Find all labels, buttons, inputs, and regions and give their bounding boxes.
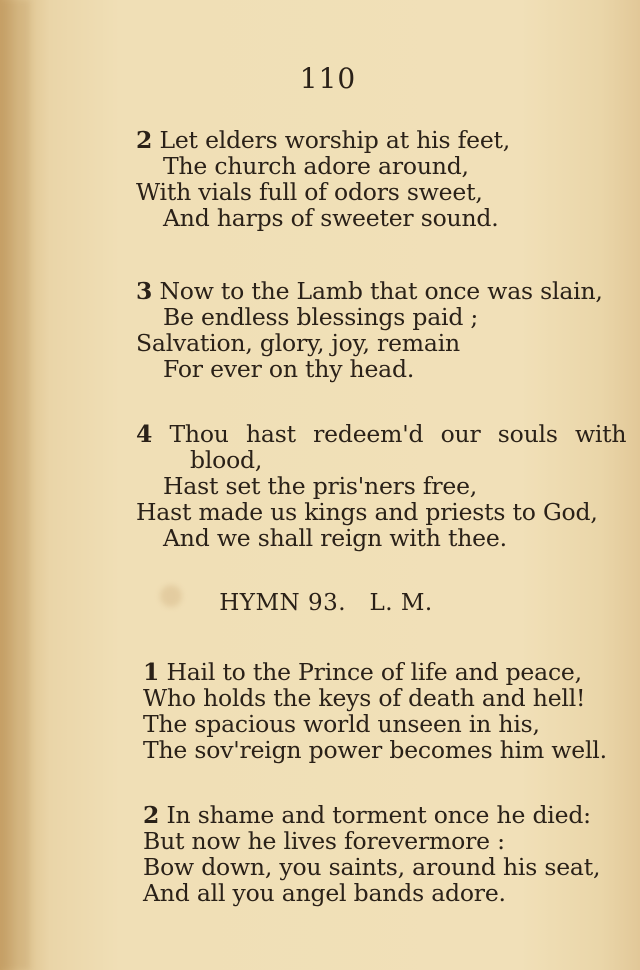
- verse-line: Let elders worship at his feet,: [159, 126, 511, 154]
- verse-line: Hail to the Prince of life and peace,: [166, 658, 582, 686]
- verse-line: Thou hast redeem'd our souls with: [169, 420, 627, 448]
- verse-number: 2: [143, 801, 160, 829]
- verse-line: And all you angel bands adore.: [143, 879, 506, 907]
- verse-line: For ever on thy head.: [163, 355, 415, 383]
- verse-line: And harps of sweeter sound.: [163, 204, 499, 232]
- verse-line: The church adore around,: [163, 152, 469, 180]
- verse-number: 2: [136, 126, 153, 154]
- verse-line: Now to the Lamb that once was slain,: [159, 277, 603, 305]
- verse-line: Who holds the keys of death and hell!: [143, 684, 586, 712]
- verse-line: Be endless blessings paid ;: [163, 303, 479, 331]
- verse-line: Hast made us kings and priests to God,: [136, 498, 598, 526]
- verse-line: The spacious world unseen in his,: [143, 710, 540, 738]
- verse-number: 4: [136, 420, 153, 448]
- verse-line: But now he lives forevermore :: [143, 827, 505, 855]
- verse-number: 1: [143, 658, 160, 686]
- page-number: 110: [299, 62, 357, 95]
- hymn-heading: [6, 590, 640, 616]
- verse-line: And we shall reign with thee.: [163, 524, 507, 552]
- verse-line: In shame and torment once he died:: [166, 801, 591, 829]
- verse-line: blood,: [190, 446, 263, 474]
- verse-line: Salvation, glory, joy, remain: [136, 329, 460, 357]
- verse-line: Bow down, you saints, around his seat,: [143, 853, 601, 881]
- hymn-meter: L. M.: [369, 590, 433, 616]
- page-edge-shadow: [0, 0, 30, 970]
- verse-line: Hast set the pris'ners free,: [163, 472, 478, 500]
- verse-line: The sov'reign power becomes him well.: [143, 736, 607, 764]
- hymn-title: HYMN 93.: [219, 590, 347, 616]
- verse-number: 3: [136, 277, 153, 305]
- verse-line: With vials full of odors sweet,: [136, 178, 483, 206]
